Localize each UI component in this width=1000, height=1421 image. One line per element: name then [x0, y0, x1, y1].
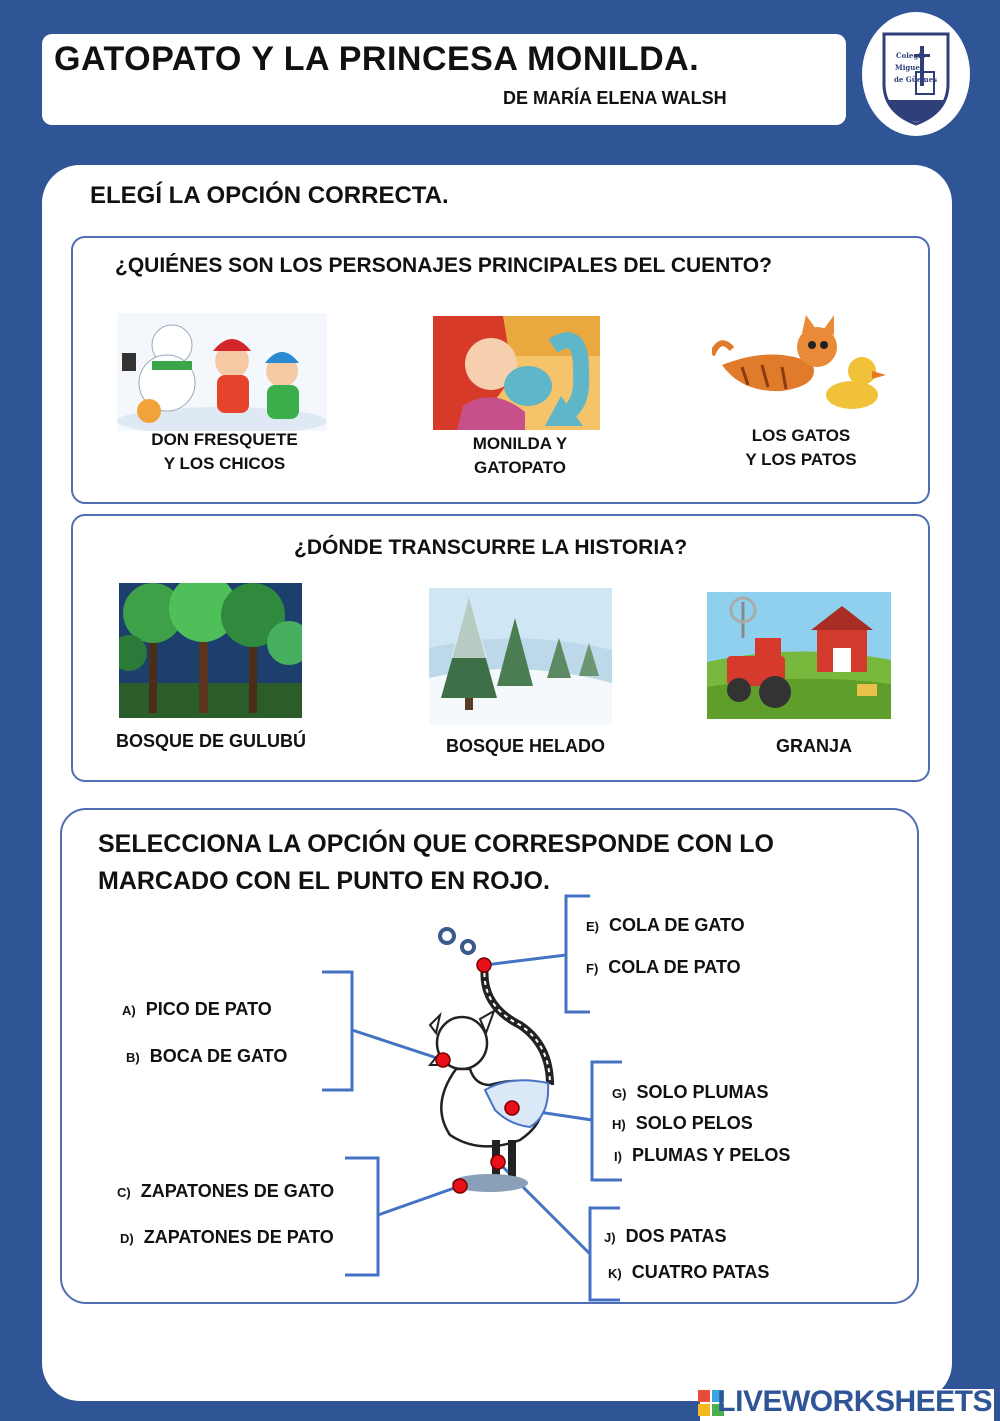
option-letter: D) — [120, 1231, 134, 1246]
option-text: DOS PATAS — [625, 1226, 727, 1246]
option-h[interactable] — [612, 1113, 753, 1134]
option-j[interactable] — [604, 1226, 727, 1247]
option-label-line1: LOS GATOS — [751, 426, 851, 445]
option-text: PLUMAS Y PELOS — [631, 1145, 791, 1165]
svg-text:Miguel: Miguel — [895, 63, 923, 72]
option-letter: G) — [612, 1086, 627, 1101]
option-bosque-helado[interactable]: BOSQUE HELADO — [446, 736, 606, 756]
option-bosque-de-gulubu[interactable]: BOSQUE DE GULUBÚ — [116, 731, 307, 751]
instruction-choose: ELEGÍ LA OPCIÓN CORRECTA. — [90, 182, 449, 209]
question-2-title: ¿DÓNDE TRANSCURRE LA HISTORIA? — [294, 536, 688, 559]
option-text: SOLO PELOS — [635, 1113, 753, 1133]
option-text: BOCA DE GATO — [149, 1046, 288, 1066]
option-letter: A) — [122, 1003, 136, 1018]
option-text: ZAPATONES DE PATO — [143, 1227, 334, 1247]
author-name: DE MARÍA ELENA WALSH — [503, 88, 727, 108]
option-k[interactable] — [608, 1262, 769, 1283]
option-label-line2: GATOPATO — [474, 458, 566, 477]
option-c[interactable] — [117, 1181, 334, 1202]
option-letter: B) — [126, 1050, 140, 1065]
svg-text:de Güemes: de Güemes — [894, 75, 938, 84]
option-letter: K) — [608, 1266, 622, 1281]
option-b[interactable] — [126, 1046, 287, 1067]
option-a[interactable] — [122, 999, 272, 1020]
option-text: PICO DE PATO — [145, 999, 272, 1019]
question-1-title: ¿QUIÉNES SON LOS PERSONAJES PRINCIPALES DEL CUENTO? — [115, 254, 772, 277]
option-text: ZAPATONES DE GATO — [140, 1181, 335, 1201]
option-label-line2: Y LOS CHICOS — [163, 454, 286, 473]
option-text: COLA DE GATO — [609, 915, 745, 935]
option-letter: E) — [586, 919, 599, 934]
option-label-line2: Y LOS PATOS — [745, 450, 857, 469]
option-f[interactable] — [586, 957, 741, 978]
option-letter: F) — [586, 961, 599, 976]
option-g[interactable] — [612, 1082, 768, 1103]
option-text: SOLO PLUMAS — [636, 1082, 769, 1102]
option-letter: C) — [117, 1185, 131, 1200]
option-letter: I) — [614, 1149, 622, 1164]
option-label-line1: MONILDA Y — [472, 434, 568, 453]
option-text: CUATRO PATAS — [631, 1262, 770, 1282]
option-text: COLA DE PATO — [608, 957, 741, 977]
option-label-line1: DON FRESQUETE — [151, 430, 298, 449]
svg-text:Colegio: Colegio — [896, 51, 926, 60]
option-letter: H) — [612, 1117, 626, 1132]
option-d[interactable] — [120, 1227, 334, 1248]
footer-brand[interactable]: LIVEWORKSHEETS — [717, 1385, 992, 1418]
option-e[interactable] — [586, 915, 745, 936]
option-letter: J) — [604, 1230, 616, 1245]
page-title: GATOPATO Y LA PRINCESA MONILDA. — [54, 40, 700, 78]
option-i[interactable] — [614, 1145, 790, 1166]
option-granja[interactable]: GRANJA — [776, 736, 853, 756]
question-3-instruction: SELECCIONA LA OPCIÓN QUE CORRESPONDE CON LO MARCADO CON EL PUNTO EN ROJO. — [98, 830, 774, 895]
